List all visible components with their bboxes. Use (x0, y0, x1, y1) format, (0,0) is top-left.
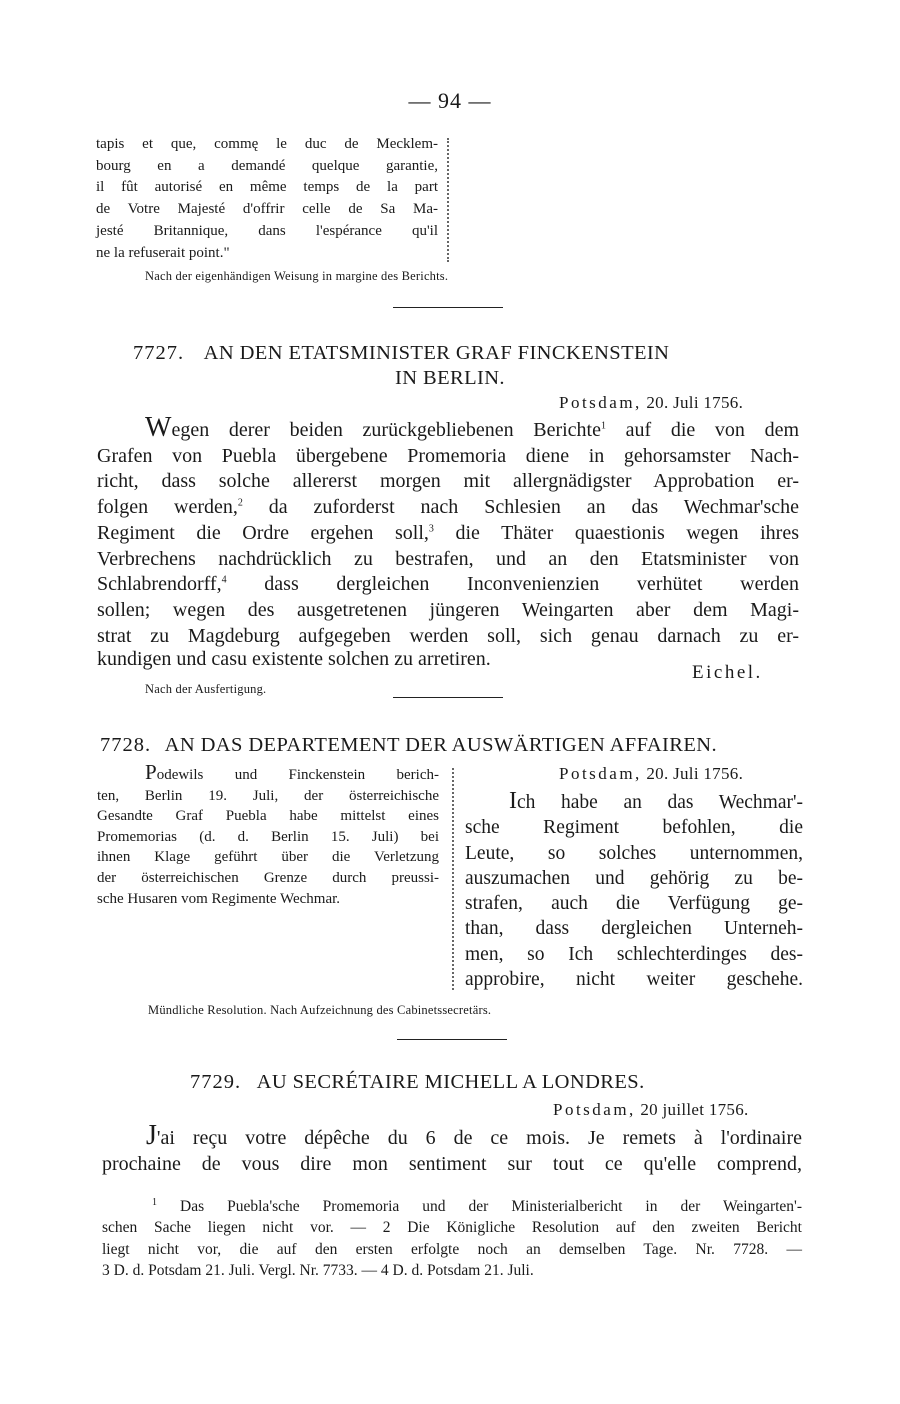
letter-date: 20. Juli 1756. (646, 764, 744, 783)
footnote-marker: 3 (428, 523, 434, 535)
body-text-span: ch habe an das Wechmar'- (517, 792, 803, 813)
source-note: Nach der Ausfertigung. (145, 682, 267, 696)
body-line (102, 1120, 802, 1152)
margin-dotted-rule (447, 138, 449, 262)
footnote-marker: 1 (600, 420, 606, 432)
body-line (465, 789, 803, 815)
summary-line: ten, Berlin 19. Juli, der österreichische (97, 787, 439, 804)
footnote-line: liegt nicht vor, die auf den ersten erfolgte noch an demselben Tage. Nr. 7728. — (102, 1240, 802, 1258)
summary-line: der österreichischen Grenze durch preussi- (97, 869, 439, 886)
body-text-span: egen derer beiden zurückgebliebenen Berichte (171, 419, 601, 441)
letter-addressee: AN DEN ETATSMINISTER GRAF FINCKENSTEIN (203, 342, 670, 364)
letter-date: 20 juillet 1756. (640, 1100, 749, 1119)
letter-addressee-place: IN BERLIN. (395, 367, 505, 389)
body-line: sche Regiment befohlen, die (465, 817, 803, 839)
letter-number: 7729. (190, 1071, 242, 1093)
footnote-number: 1 (152, 1196, 157, 1208)
report-summary (97, 762, 439, 909)
summary-text-span: odewils und Finckenstein berich- (156, 767, 439, 783)
letter-place: Potsdam, (553, 1100, 636, 1119)
body-text-span: dass dergleichen Inconvenienzien verhütet werden (226, 573, 799, 596)
initial-letter: P (145, 760, 157, 784)
body-text-span: auf die von dem (605, 419, 800, 441)
previous-letter-excerpt (96, 134, 438, 264)
letter-date: 20. Juli 1756. (646, 393, 744, 412)
body-line: prochaine de vous dire mon sentiment sur tout ce qu'elle comprend, (102, 1152, 802, 1175)
summary-line: Gesandte Graf Puebla habe mittelst eines (97, 808, 439, 825)
letter-heading (100, 732, 717, 758)
letter-body (102, 1120, 802, 1177)
section-divider (393, 307, 503, 308)
body-line: approbire, nicht weiter geschehe. (465, 969, 803, 991)
body-text-span: Schlabrendorff, (97, 573, 222, 596)
body-last-line: kundigen und casu existente solchen zu arretiren. (97, 648, 491, 670)
letter-heading (133, 340, 669, 366)
letter-body (97, 412, 800, 649)
initial-letter: W (145, 412, 172, 443)
letter-addressee: AN DAS DEPARTEMENT DER AUSWÄRTIGEN AFFAIREN. (164, 734, 718, 756)
letter-heading (190, 1069, 645, 1095)
footnote-line: 3 D. d. Potsdam 21. Juli. Vergl. Nr. 7733. — 4 D. d. Potsdam 21. Juli. (102, 1261, 534, 1279)
summary-line: ihnen Klage geführt über die Verletzung (97, 849, 439, 866)
column-dotted-rule (452, 768, 454, 990)
body-line: men, so Ich schlechterdinges des- (465, 943, 803, 965)
excerpt-line: tapis et que, commę le duc de Mecklem- (96, 136, 438, 152)
letter-body (465, 789, 803, 992)
excerpt-line: ne la refuserait point." (96, 244, 230, 261)
body-text-span: da zuforderst nach Schlesien an das Wechmar'sche (242, 496, 799, 519)
letter-place: Potsdam, (559, 393, 642, 412)
body-line: strafen, auch die Verfügung ge- (465, 893, 803, 915)
footnote-line: schen Sache liegen nicht vor. — 2 Die Königliche Resolution auf den zweiten Bericht (102, 1219, 802, 1237)
body-line (97, 572, 799, 598)
body-line: richt, dass solche allererst morgen mit allergnädigster Approbation er- (97, 470, 799, 493)
letter-dateline (553, 1100, 749, 1120)
letter-number: 7728. (100, 734, 152, 756)
page-number: — 94 — (408, 88, 492, 113)
body-text-span: die Thäter quaestionis wegen ihres (433, 521, 799, 544)
letter-dateline (559, 393, 743, 413)
body-line: Leute, so solches unternommen, (465, 842, 803, 864)
body-text-span: 'ai reçu votre dépêche du 6 de ce mois. Je remets à l'ordinaire (156, 1127, 802, 1149)
body-line (97, 412, 800, 444)
body-line: sollen; wegen des ausgetretenen jüngeren Weingarten aber dem Magi- (97, 598, 799, 621)
body-text-span: Regiment die Ordre ergehen soll, (97, 521, 429, 544)
excerpt-line: bourg en a demandé quelque garantie, (96, 157, 438, 174)
summary-line: sche Husaren vom Regimente Wechmar. (97, 890, 341, 907)
letter-place: Potsdam, (559, 764, 642, 783)
body-line: Verbrechens nachdrücklich zu bestrafen, und an den Etatsminister von (97, 547, 799, 570)
source-note: Nach der eigenhändigen Weisung in margine des Berichts. (145, 269, 449, 283)
footnote-marker: 2 (237, 497, 243, 509)
body-line (97, 521, 799, 547)
excerpt-line: de Votre Majesté d'offrir celle de Sa Ma- (96, 201, 438, 218)
body-text-span: folgen werden, (97, 496, 238, 519)
footnote-text: Das Puebla'sche Promemoria und der Ministerialbericht in der Weingarten'- (180, 1198, 802, 1215)
section-divider (397, 1039, 507, 1040)
letter-dateline (559, 764, 743, 784)
body-line: Grafen von Puebla übergebene Promemoria diene in gehorsamster Nach- (97, 444, 799, 467)
body-line: auszumachen und gehörig zu be- (465, 867, 803, 889)
body-line: strat zu Magdeburg aufgegeben werden soll, sich genau darnach zu er- (97, 624, 799, 647)
body-line: than, dass dergleichen Unterneh- (465, 918, 803, 940)
letter-addressee: AU SECRÉTAIRE MICHELL A LONDRES. (256, 1071, 645, 1093)
summary-line (97, 762, 439, 786)
section-divider (393, 697, 503, 698)
excerpt-line: jesté Britannique, dans l'espérance qu'il (96, 222, 438, 239)
footnotes (102, 1196, 802, 1281)
footnote-line (102, 1196, 802, 1217)
excerpt-line: il fût autorisé en même temps de la part (96, 179, 438, 196)
body-line (97, 495, 799, 521)
footnote-marker: 4 (221, 574, 227, 586)
summary-line: Promemorias (d. d. Berlin 15. Juli) bei (97, 828, 439, 845)
signature: Eichel. (692, 662, 763, 683)
letter-number: 7727. (133, 342, 185, 364)
initial-letter: I (509, 788, 517, 814)
source-note: Mündliche Resolution. Nach Aufzeichnung des Cabinetssecretärs. (148, 1003, 492, 1017)
initial-letter: J (146, 1120, 157, 1151)
